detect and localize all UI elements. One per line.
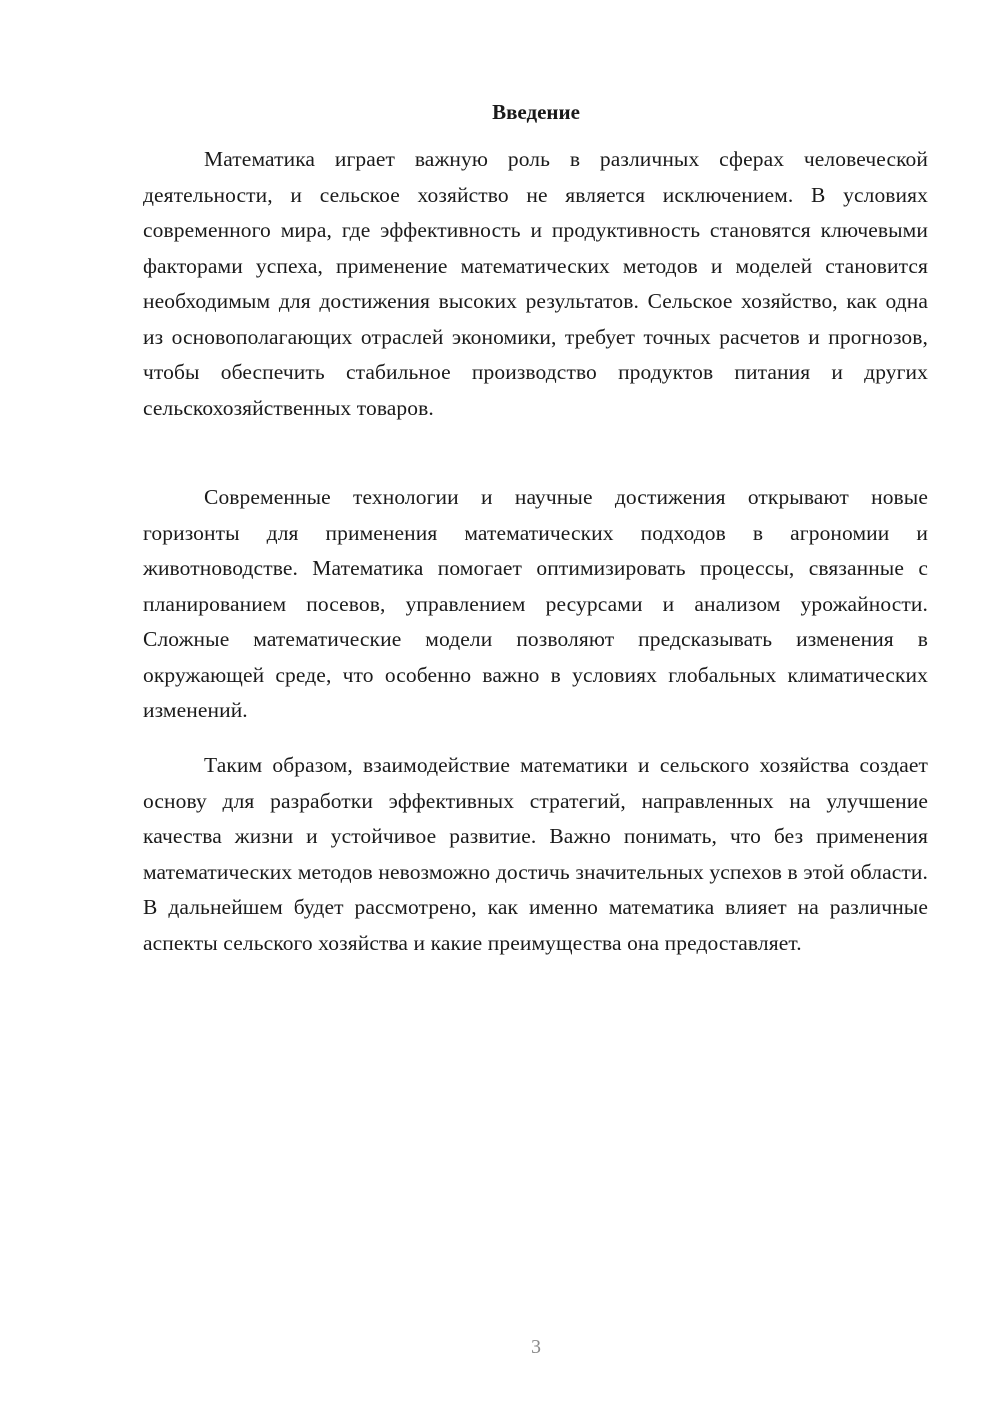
paragraph-2: Современные технологии и научные достижения открывают новые горизонты для применения математических подходов в агрономии и животноводстве. Математика помогает оптимизировать процессы, связанные с планированием посевов, управлением ресурсами и анализом урожайности. Сложные математические модели позволяют предсказывать изменения в окружающей среде, что особенно важно в условиях глобальных климатических изменений. [143, 485, 928, 722]
page-number: 3 [531, 1336, 541, 1358]
paragraph-1: Математика играет важную роль в различных сферах человеческой деятельности, и сельское хозяйство не является исключением. В условиях современного мира, где эффективность и продуктивность становятся ключевыми факторами успеха, применение математических методов и моделей становится необходимым для достижения высоких результатов. Сельское хозяйство, как одна из основополагающих отраслей экономики, требует точных расчетов и прогнозов, чтобы обеспечить стабильное производство продуктов питания и других сельскохозяйственных товаров. [143, 147, 928, 420]
paragraph-3: Таким образом, взаимодействие математики и сельского хозяйства создает основу для разработки эффективных стратегий, направленных на улучшение качества жизни и устойчивое развитие. Важно понимать, что без применения математических методов невозможно достичь значительных успехов в этой области. В дальнейшем будет рассмотрено, как именно математика влияет на различные аспекты сельского хозяйства и какие преимущества она предоставляет. [143, 753, 928, 955]
section-title: Введение [492, 100, 580, 124]
